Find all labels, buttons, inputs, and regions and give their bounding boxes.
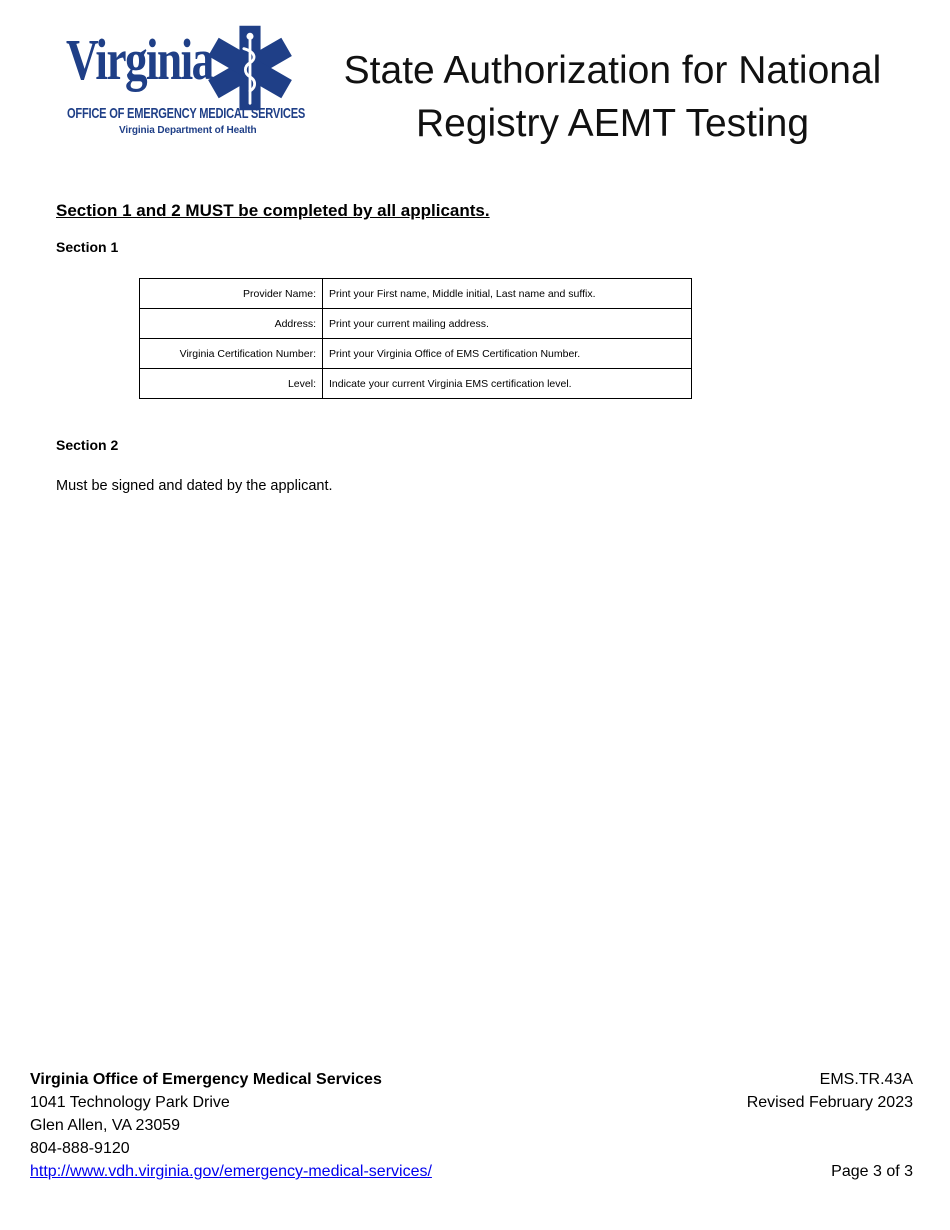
footer-contact — [30, 1068, 432, 1183]
footer-city: Glen Allen, VA 23059 — [30, 1117, 181, 1134]
page-number: Page 3 of 3 — [831, 1163, 913, 1180]
form-id: EMS.TR.43A — [819, 1071, 913, 1088]
footer-form-info — [747, 1068, 913, 1183]
virginia-oems-logo — [66, 24, 306, 140]
footer-street: 1041 Technology Park Drive — [30, 1094, 230, 1111]
revision-date: Revised February 2023 — [746, 1094, 913, 1111]
provider-name-instruction: Print your First name, Middle initial, Last name and suffix. — [323, 279, 692, 309]
table-row — [140, 309, 692, 339]
table-row — [140, 279, 692, 309]
star-of-life-icon — [206, 24, 294, 112]
footer-org-name: Virginia Office of Emergency Medical Services — [30, 1071, 382, 1088]
address-instruction: Print your current mailing address. — [323, 309, 692, 339]
address-label: Address: — [140, 309, 323, 339]
main-heading: Section 1 and 2 MUST be completed by all applicants. — [56, 201, 490, 220]
footer-website-link[interactable]: http://www.vdh.virginia.gov/emergency-medical-services/ — [30, 1163, 432, 1180]
logo-office-line: OFFICE OF EMERGENCY MEDICAL SERVICES — [67, 105, 306, 122]
logo-department-line: Virginia Department of Health — [119, 125, 257, 136]
level-instruction: Indicate your current Virginia EMS certification level. — [323, 369, 692, 399]
page-title: State Authorization for National Registry AEMT Testing — [343, 49, 882, 145]
certification-number-instruction: Print your Virginia Office of EMS Certification Number. — [323, 339, 692, 369]
section-1-label: Section 1 — [56, 239, 119, 255]
logo-wordmark: Virginia — [66, 27, 213, 92]
section-2-label: Section 2 — [56, 437, 119, 453]
footer-phone: 804-888-9120 — [30, 1140, 130, 1157]
section-1-table — [139, 278, 692, 399]
provider-name-label: Provider Name: — [140, 279, 323, 309]
certification-number-label: Virginia Certification Number: — [140, 339, 323, 369]
section-2-instruction: Must be signed and dated by the applicant. — [56, 478, 333, 494]
table-row — [140, 369, 692, 399]
table-row — [140, 339, 692, 369]
level-label: Level: — [140, 369, 323, 399]
